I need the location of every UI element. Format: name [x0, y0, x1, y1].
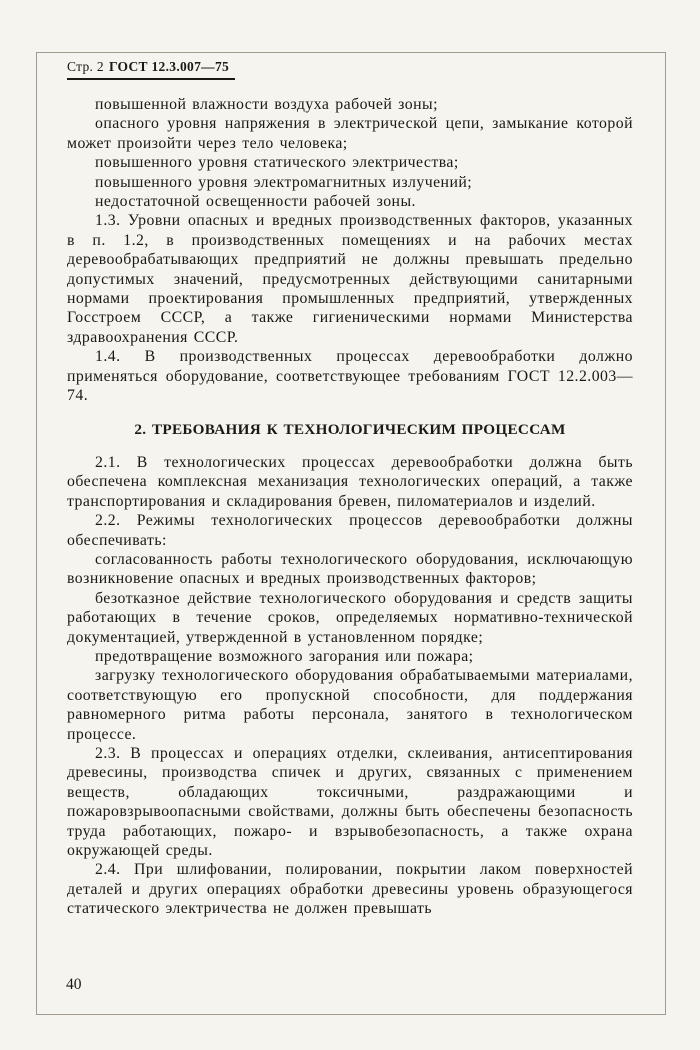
paragraph: безотказное действие технологического оборудования и средств защиты работающих в течение сроков, определяемых нормативно-технической документацией, утвержденной в установленном порядке;	[67, 589, 633, 646]
document-code: ГОСТ 12.3.007—75	[108, 59, 230, 74]
paragraph: 2.2. Режимы технологических процессов деревообработки должны обеспечивать:	[67, 512, 633, 549]
page-label: Стр. 2	[67, 59, 104, 74]
paragraph: 1.3. Уровни опасных и вредных производственных факторов, указанных в п. 1.2, в производственных помещениях и на рабочих местах деревообрабатывающих предприятий не должны превышать предельно допустимых значений, предусмотренных действующими санитарными нормами проектирования промышленных предприятий, утвержденных Госстроем СССР, а также гигиеническими нормами Министерства здравоохранения СССР.	[67, 212, 633, 346]
paragraph: опасного уровня напряжения в электрической цепи, замыкание которой может произойти через тело человека;	[67, 115, 633, 152]
paragraph: повышенной влажности воздуха рабочей зоны;	[95, 96, 438, 113]
paragraph: 2.3. В процессах и операциях отделки, склеивания, антисептирования древесины, производства спичек и других, связанных с применением веществ, обладающих токсичными, раздражающими и пожаровзрывоопасными свойствами, должны быть обеспечены безопасность труда работающих, пожаро- и взрывобезопасность, а также охрана окружающей среды.	[67, 745, 633, 860]
page-header	[67, 59, 235, 80]
paragraph: повышенного уровня электромагнитных излучений;	[95, 173, 473, 191]
paragraph: 2.1. В технологических процессах деревообработки должна быть обеспечена комплексная механизация технологических операций, а также транспортирования и складирования бревен, пиломатериалов и изделий.	[67, 453, 633, 510]
paragraph: повышенного уровня статического электричества;	[95, 154, 459, 172]
paragraph: загрузку технологического оборудования обрабатываемыми материалами, соответствующую его пропускной способности, для поддержания равномерного ритма работы персонала, занятого в технологическом процессе.	[67, 667, 633, 743]
paragraph: 1.4. В производственных процессах деревообработки должно применяться оборудование, соответствующее требованиям ГОСТ 12.2.003—74.	[67, 348, 633, 405]
page-number: 40	[66, 976, 82, 993]
paragraph: согласованность работы технологического оборудования, исключающую возникновение опасных и вредных производственных факторов;	[67, 550, 633, 588]
paragraph: предотвращение возможного загорания или пожара;	[95, 647, 474, 665]
body-text	[67, 95, 633, 919]
page-content	[67, 58, 633, 919]
paragraph: 2.4. При шлифовании, полировании, покрытии лаком поверхностей деталей и других операциях обработки древесины уровень образующегося статического электричества не должен превышать	[67, 861, 633, 918]
paragraph: недостаточной освещенности рабочей зоны.	[95, 193, 416, 211]
section-heading: 2. ТРЕБОВАНИЯ К ТЕХНОЛОГИЧЕСКИМ ПРОЦЕССАМ	[134, 420, 566, 438]
